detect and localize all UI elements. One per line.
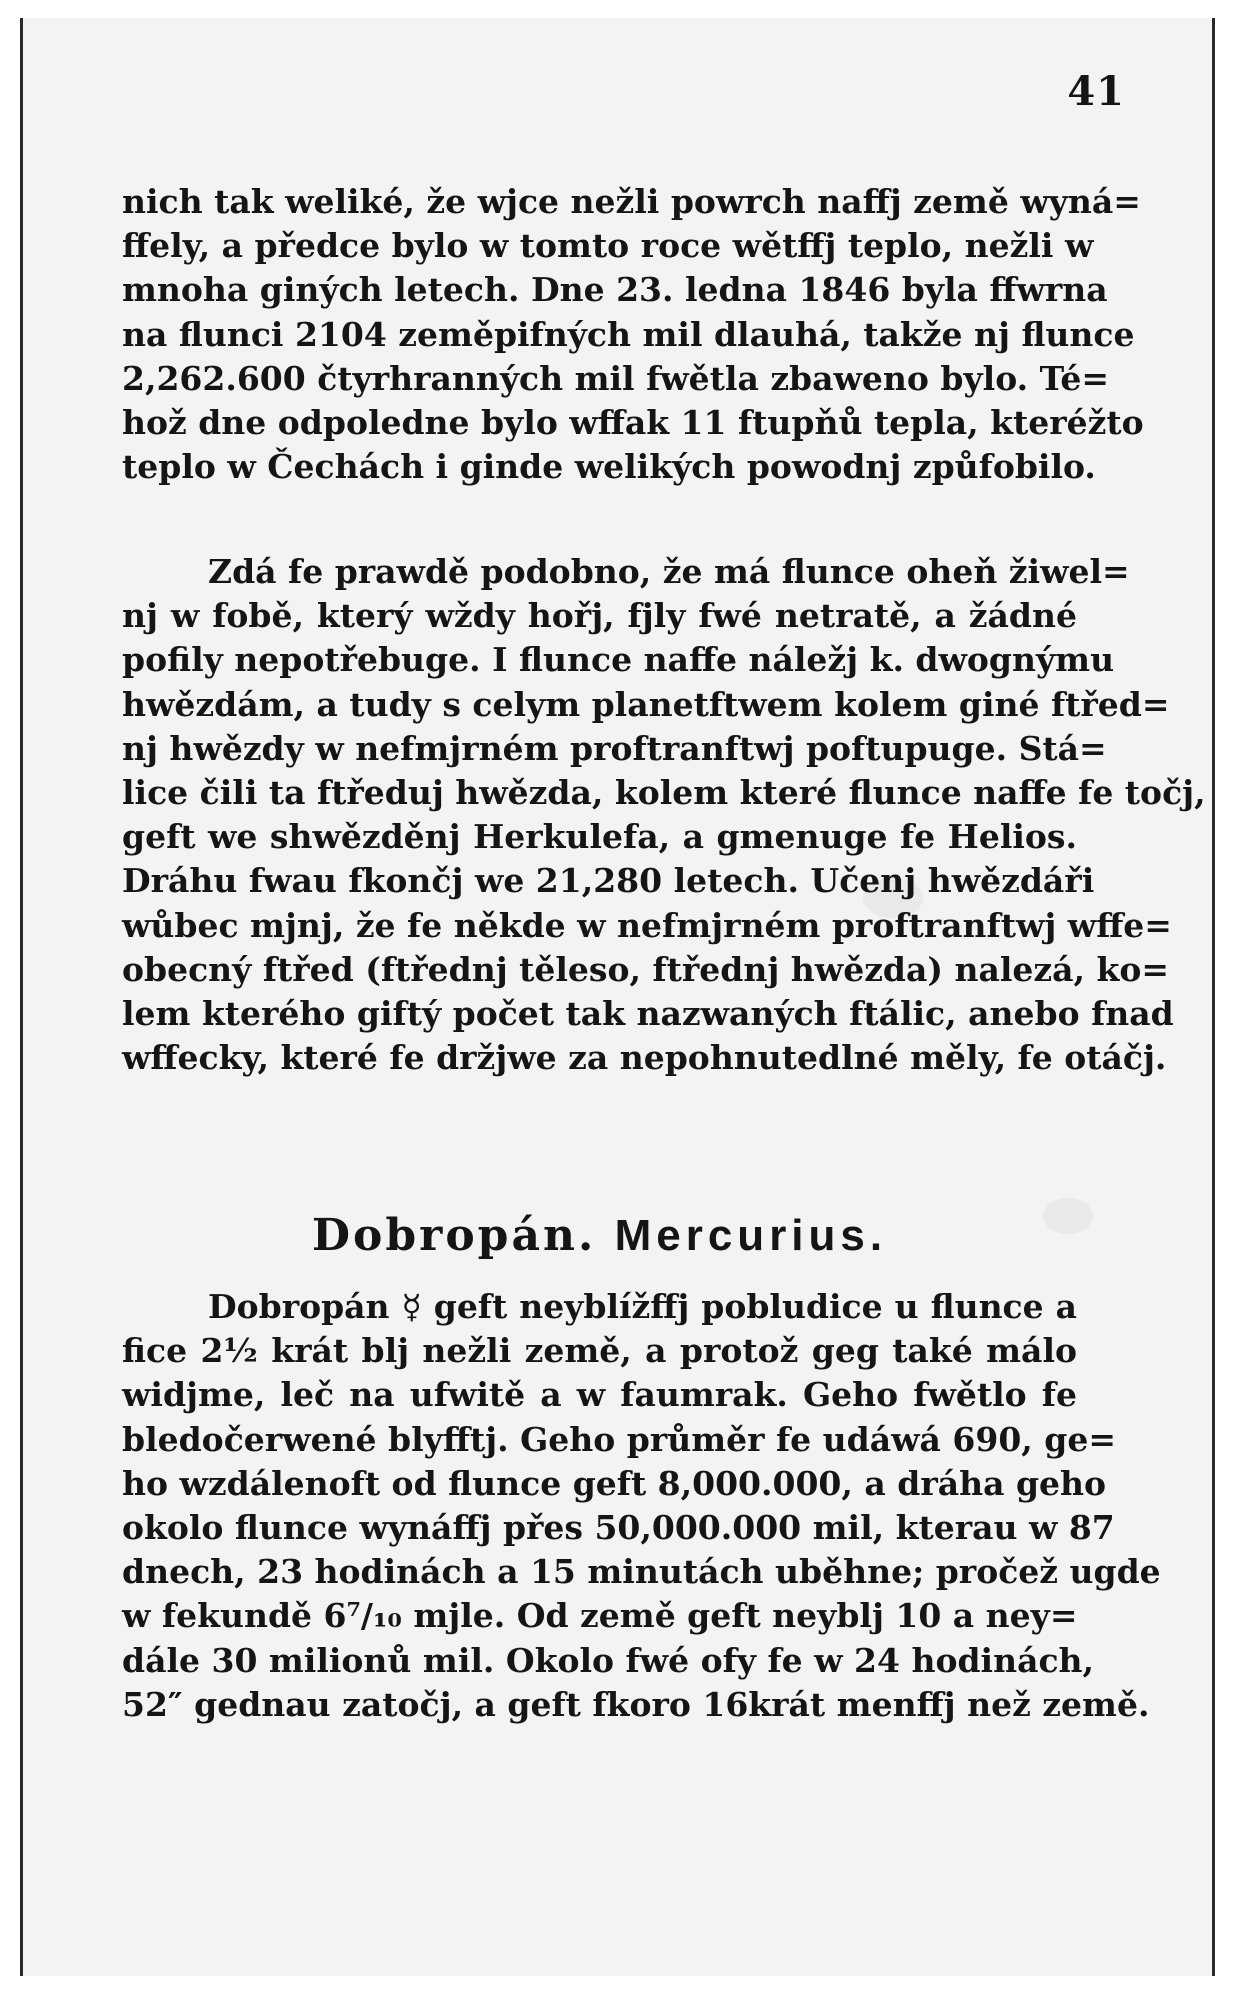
text-line: hwězdám, a tudy s celym planetftwem kolem giné ftřed=: [122, 684, 1170, 724]
paragraph-3: [122, 1285, 1161, 1727]
text-line: hož dne odpoledne bylo wffak 11 ftupňů tepla, kteréžto: [122, 403, 1144, 443]
paragraph-2: [122, 550, 1206, 1080]
text-line: ho wzdálenoft od flunce geft 8,000.000, a dráha geho: [122, 1463, 1107, 1503]
text-line: ffely, a předce bylo w tomto roce wětffj teplo, nežli w: [122, 226, 1094, 266]
text-line: nj w fobě, který wždy hořj, fjly fwé netratě, a žádné: [122, 596, 1077, 636]
text-line: nich tak weliké, že wjce nežli powrch naffj země wyná=: [122, 182, 1141, 221]
text-line: fice 2½ krát blj nežli země, a protož geg také málo: [122, 1331, 1077, 1371]
text-line: geft we shwězděnj Herkulefa, a gmenuge fe Helios.: [122, 817, 1077, 857]
section-title-czech: Dobropán.: [311, 1210, 597, 1261]
text-line: bledočerwené blyfftj. Geho průměr fe udáwá 690, ge=: [122, 1419, 1116, 1459]
text-line: wffecky, které fe držjwe za nepohnutedlné měly, fe otáčj.: [122, 1038, 1167, 1078]
text-line: wůbec mjnj, že fe někde w nefmjrném proftranftwj wffe=: [122, 905, 1172, 945]
paragraph-1: [122, 180, 1144, 489]
text-line: 2,262.600 čtyrhranných mil fwětla zbaweno bylo. Té=: [122, 358, 1110, 398]
text-line: 52″ gednau zatočj, a geft fkoro 16krát menffj než země.: [122, 1684, 1150, 1724]
page-number: 41: [1067, 68, 1125, 115]
text-line: nj hwězdy w nefmjrném proftranftwj poftupuge. Stá=: [122, 728, 1107, 768]
text-line: okolo flunce wynáffj přes 50,000.000 mil, kterau w 87: [122, 1508, 1115, 1548]
text-line: lice čili ta ftředuj hwězda, kolem které flunce naffe fe točj,: [122, 773, 1206, 813]
text-line: widjme, leč na ufwitě a w faumrak. Geho fwětlo fe: [122, 1375, 1077, 1415]
text-line: w fekundě 6⁷/₁₀ mjle. Od země geft neyblj 10 a ney=: [122, 1596, 1078, 1636]
text-line: lem kterého giftý počet tak nazwaných ftálic, anebo fnad: [122, 994, 1174, 1034]
text-line: pofily nepotřebuge. I flunce naffe náležj k. dwognýmu: [122, 640, 1115, 680]
text-line: Zdá fe prawdě podobno, že má flunce oheň žiwel=: [208, 552, 1130, 591]
text-line: dnech, 23 hodinách a 15 minutách uběhne; pročež ugde: [122, 1552, 1161, 1592]
text-line: obecný ftřed (ftřednj těleso, ftřednj hwězda) nalezá, ko=: [122, 949, 1170, 989]
text-line: teplo w Čechách i ginde welikých powodnj způfobilo.: [122, 447, 1096, 487]
text-line: Dráhu fwau fkončj we 21,280 letech. Učenj hwězdáři: [122, 861, 1095, 901]
text-line: dále 30 milionů mil. Okolo fwé ofy fe w 24 hodinách,: [122, 1640, 1095, 1680]
text-line: mnoha giných letech. Dne 23. ledna 1846 byla ffwrna: [122, 270, 1108, 310]
text-line: na flunci 2104 zeměpifných mil dlauhá, takže nj flunce: [122, 314, 1135, 354]
text-line: Dobropán ☿ geft neyblížffj pobludice u flunce a: [208, 1287, 1077, 1326]
section-title-latin: Mercurius.: [614, 1211, 888, 1260]
section-heading: [122, 1210, 1077, 1261]
